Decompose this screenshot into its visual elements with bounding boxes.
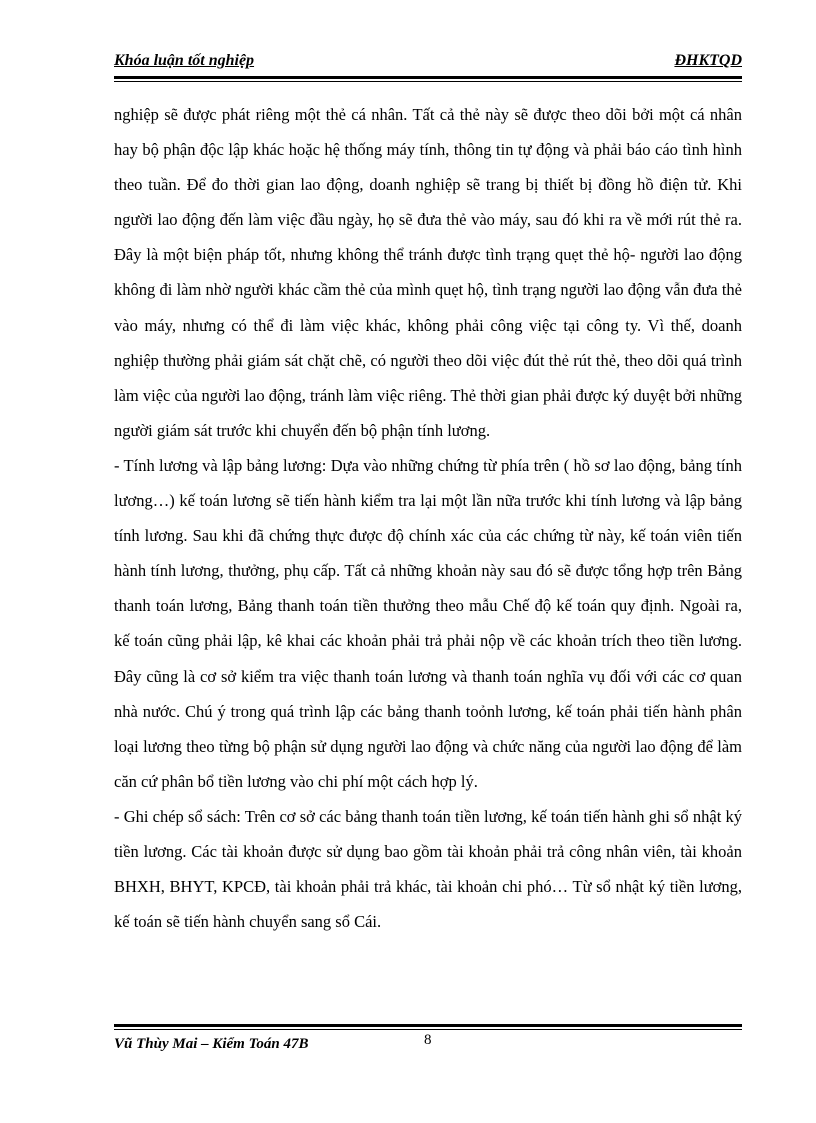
page-number: 8 xyxy=(424,1032,432,1048)
header-title: Khóa luận tốt nghiệp xyxy=(114,52,255,69)
header-institution: ĐHKTQD xyxy=(674,52,742,69)
paragraph-time-tracking: nghiệp sẽ được phát riêng một thẻ cá nhân. Tất cả thẻ này sẽ được theo dõi bởi một cá nhân hay bộ phận độc lập khác hoặc hệ thống máy tính, thông tin tự động và phải báo cáo tình hình theo tuần. Để đo thời gian lao động, doanh nghiệp sẽ trang bị thiết bị đồng hồ điện tử. Khi người lao động đến làm việc đầu ngày, họ sẽ đưa thẻ vào máy, sau đó khi ra về mới rút thẻ ra. Đây là một biện pháp tốt, nhưng không thể tránh được tình trạng quẹt thẻ hộ- người lao động không đi làm nhờ người khác cầm thẻ của mình quẹt hộ, tình trạng người lao động vẫn đưa thẻ vào máy, nhưng có thể đi làm việc khác, không phải công việc tại công ty. Vì thế, doanh nghiệp thường phải giám sát chặt chẽ, có người theo dõi việc đút thẻ rút thẻ, theo dõi quá trình làm việc của người lao động, tránh làm việc riêng. Thẻ thời gian phải được ký duyệt bởi những người giám sát trước khi chuyển đến bộ phận tính lương. xyxy=(114,105,742,440)
paragraph-bookkeeping: - Ghi chép sổ sách: Trên cơ sở các bảng thanh toán tiền lương, kế toán tiến hành ghi sổ nhật ký tiền lương. Các tài khoản được sử dụng bao gồm tài khoản phải trả công nhân viên, tài khoản BHXH, BHYT, KPCĐ, tài khoản phải trả khác, tài khoản chi phó… Từ sổ nhật ký tiền lương, kế toán sẽ tiến hành chuyển sang sổ Cái. xyxy=(114,806,742,932)
footer-rule xyxy=(114,1024,742,1027)
document-body xyxy=(114,97,742,939)
page-header xyxy=(114,52,742,74)
footer-rule-thin xyxy=(114,1029,742,1030)
header-rule-thin xyxy=(114,81,742,82)
header-rule xyxy=(114,76,742,79)
footer-author: Vũ Thùy Mai – Kiểm Toán 47B xyxy=(114,1036,309,1052)
paragraph-payroll-calculation: - Tính lương và lập bảng lương: Dựa vào những chứng từ phía trên ( hồ sơ lao động, bảng tính lương…) kế toán lương sẽ tiến hành kiểm tra lại một lần nữa trước khi tính lương và lập bảng tính lương. Sau khi đã chứng thực được độ chính xác của các chứng từ này, kế toán viên tiến hành tính lương, thưởng, phụ cấp. Tất cả những khoản này sau đó sẽ được tổng hợp trên Bảng thanh toán lương, Bảng thanh toán tiền thưởng theo mẫu Chế độ kế toán quy định. Ngoài ra, kế toán cũng phải lập, kê khai các khoản phải trả phải nộp về các khoản trích theo tiền lương. Đây cũng là cơ sở kiểm tra việc thanh toán lương và thanh toán nghĩa vụ đối với các cơ quan nhà nước. Chú ý trong quá trình lập các bảng thanh toỏnh lương, kế toán phải tiến hành phân loại lương theo từng bộ phận sử dụng người lao động và chức năng của người lao động để làm căn cứ phân bổ tiền lương vào chi phí một cách hợp lý. xyxy=(114,455,742,791)
